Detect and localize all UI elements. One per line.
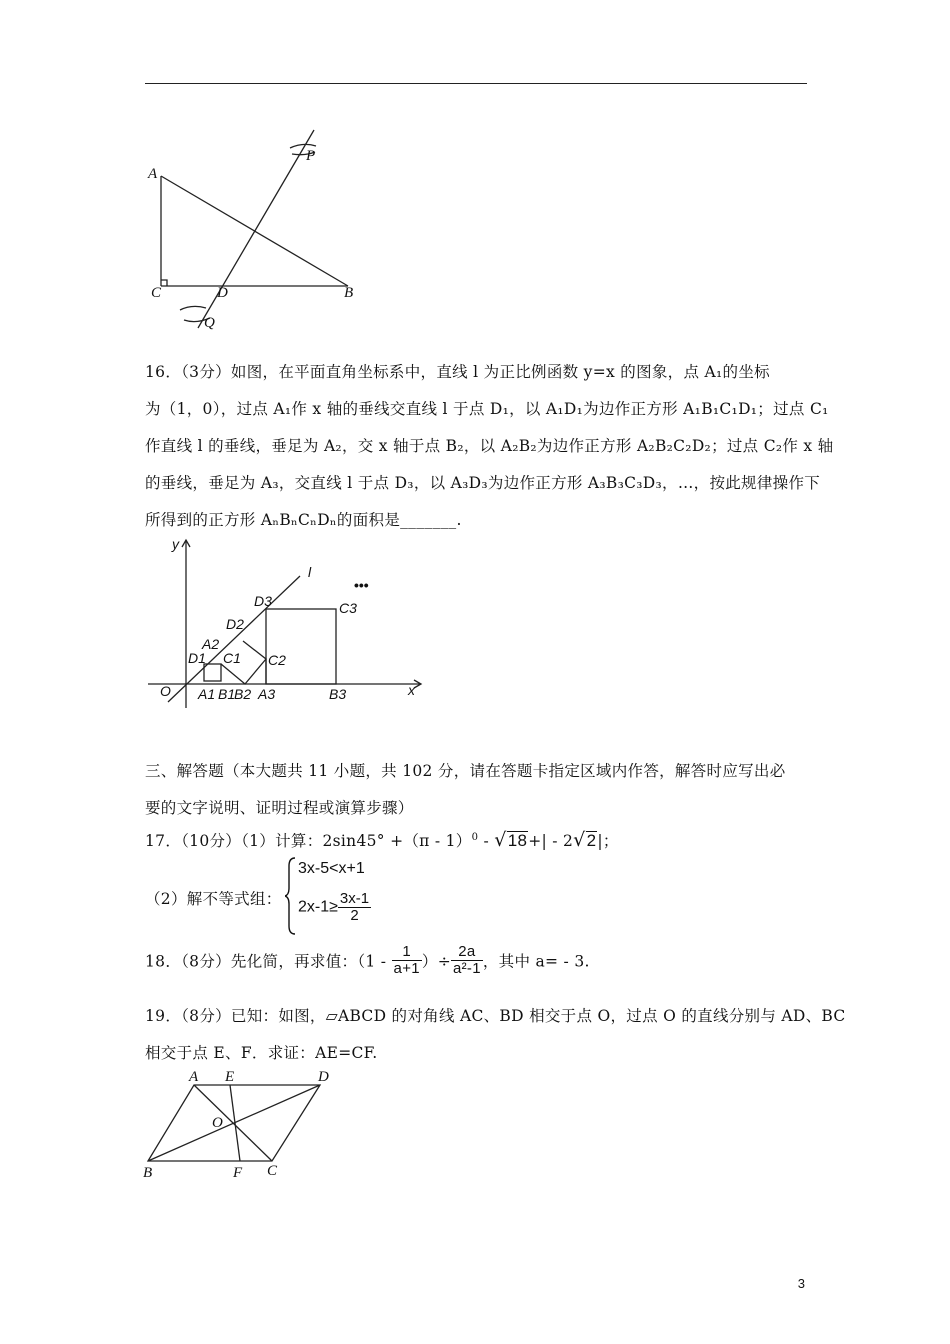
q17-ineq2-fraction xyxy=(338,891,371,924)
label-b2: B2 xyxy=(234,686,252,702)
q16-line-5: 所得到的正方形 AₙBₙCₙDₙ的面积是_______. xyxy=(145,511,462,529)
diagonal-bd xyxy=(148,1085,320,1161)
label-b: B xyxy=(143,1165,153,1181)
header-rule xyxy=(145,83,807,84)
label-q: Q xyxy=(204,315,215,331)
label-d1: D1 xyxy=(188,650,206,666)
perpendicular-bisector-pq xyxy=(198,130,314,328)
label-a: A xyxy=(189,1069,199,1085)
label-d: D xyxy=(217,285,228,301)
figure-parallelogram-abcd xyxy=(140,1065,350,1185)
square-3 xyxy=(266,609,336,684)
label-b1: B1 xyxy=(218,686,236,702)
q18-fraction-2 xyxy=(451,944,483,977)
q18-f1-denominator: a+1 xyxy=(393,959,420,977)
label-l: l xyxy=(308,564,312,580)
q17-ineq2-numerator: 3x-1 xyxy=(339,890,370,907)
q16-line-3: 作直线 l 的垂线，垂足为 A₂，交 x 轴于点 B₂，以 A₂B₂为边作正方形 A₂B₂C₂D₂；过点 C₂作 x 轴 xyxy=(145,437,834,455)
q17-part1 xyxy=(145,829,619,851)
q17-sqrt2: 2 xyxy=(586,831,597,850)
label-e: E xyxy=(225,1069,235,1085)
label-y: y xyxy=(172,536,179,552)
q18-f2-numerator: 2a xyxy=(451,944,483,961)
q17-ineq2-denominator: 2 xyxy=(350,906,359,924)
label-d3: D3 xyxy=(254,593,272,609)
label-a3: A3 xyxy=(258,686,276,702)
q18-f2-denominator: a²-1 xyxy=(453,959,481,977)
label-c1: C1 xyxy=(223,650,241,666)
line-l xyxy=(168,576,300,702)
figure-coordinate-squares xyxy=(140,532,440,712)
label-p: P xyxy=(306,148,316,164)
q18-mid: ）÷ xyxy=(421,952,451,971)
label-a1: A1 xyxy=(198,686,216,702)
sqrt-sign-icon: √ xyxy=(494,829,507,851)
q16-line-1: 16．（3分）如图，在平面直角坐标系中，直线 l 为正比例函数 y=x 的图象，点 A₁的坐标 xyxy=(145,363,770,381)
figure-triangle-abc xyxy=(140,120,380,335)
q17-part1-prefix: 17．（10分）（1）计算：2sin45° +（π - 1） xyxy=(145,832,472,850)
label-a: A xyxy=(148,166,158,182)
q18-fraction-1 xyxy=(392,944,422,977)
q19-line-1: 19．（8分）已知：如图，▱ABCD 的对角线 AC、BD 相交于点 O，过点 O 的直线分别与 AD、BC xyxy=(145,1007,846,1025)
arc-q-1 xyxy=(180,306,206,310)
label-b3: B3 xyxy=(329,686,347,702)
q18-f1-numerator: 1 xyxy=(392,944,422,961)
q18-line xyxy=(145,944,590,977)
label-x: x xyxy=(408,682,415,698)
q17-inequality-1: 3x-5<x+1 xyxy=(298,860,365,877)
q17-part2-prefix: （2）解不等式组： xyxy=(145,890,282,908)
label-f: F xyxy=(233,1165,243,1181)
q17-plus-abs: +| - 2 xyxy=(528,832,574,850)
q18-suffix: ，其中 a= - 3. xyxy=(482,952,590,971)
label-a2: A2 xyxy=(202,636,220,652)
section3-heading-line-2: 要的文字说明、证明过程或演算步骤） xyxy=(145,799,414,817)
q17-sqrt18: 18 xyxy=(507,831,528,850)
q17-exponent-zero: 0 xyxy=(471,831,479,843)
q17-inequality-2 xyxy=(298,891,371,924)
q19-line-2: 相交于点 E、F．求证：AE=CF. xyxy=(145,1044,378,1062)
sqrt-sign-icon: √ xyxy=(573,829,586,851)
label-c: C xyxy=(151,285,162,301)
q16-line-4: 的垂线，垂足为 A₃，交直线 l 于点 D₃，以 A₃D₃为边作正方形 A₃B₃C₃D₃，…，按此规律操作下 xyxy=(145,474,821,492)
label-d2: D2 xyxy=(226,616,244,632)
section3-heading-line-1: 三、解答题（本大题共 11 小题，共 102 分，请在答题卡指定区域内作答，解答时应写出必 xyxy=(145,762,786,780)
segment-ef xyxy=(230,1085,240,1161)
page-number: 3 xyxy=(797,1276,805,1291)
square-1 xyxy=(204,664,221,681)
label-c2: C2 xyxy=(268,652,286,668)
label-o: O xyxy=(212,1115,223,1131)
right-angle-mark xyxy=(161,280,167,286)
label-d: D xyxy=(318,1069,329,1085)
q17-ineq2-left: 2x-1≥ xyxy=(298,898,338,916)
q17-minus: - xyxy=(478,832,495,850)
q17-abs-end: |； xyxy=(597,832,619,850)
label-ellipsis: ••• xyxy=(354,577,369,593)
label-c3: C3 xyxy=(339,600,357,616)
q18-prefix: 18．（8分）先化简，再求值：（1 - xyxy=(145,952,392,971)
label-b: B xyxy=(344,285,354,301)
label-c: C xyxy=(267,1163,278,1179)
label-o: O xyxy=(160,683,171,699)
q16-line-2: 为（1，0），过点 A₁作 x 轴的垂线交直线 l 于点 D₁，以 A₁D₁为边作正方形 A₁B₁C₁D₁；过点 C₁ xyxy=(145,400,829,418)
